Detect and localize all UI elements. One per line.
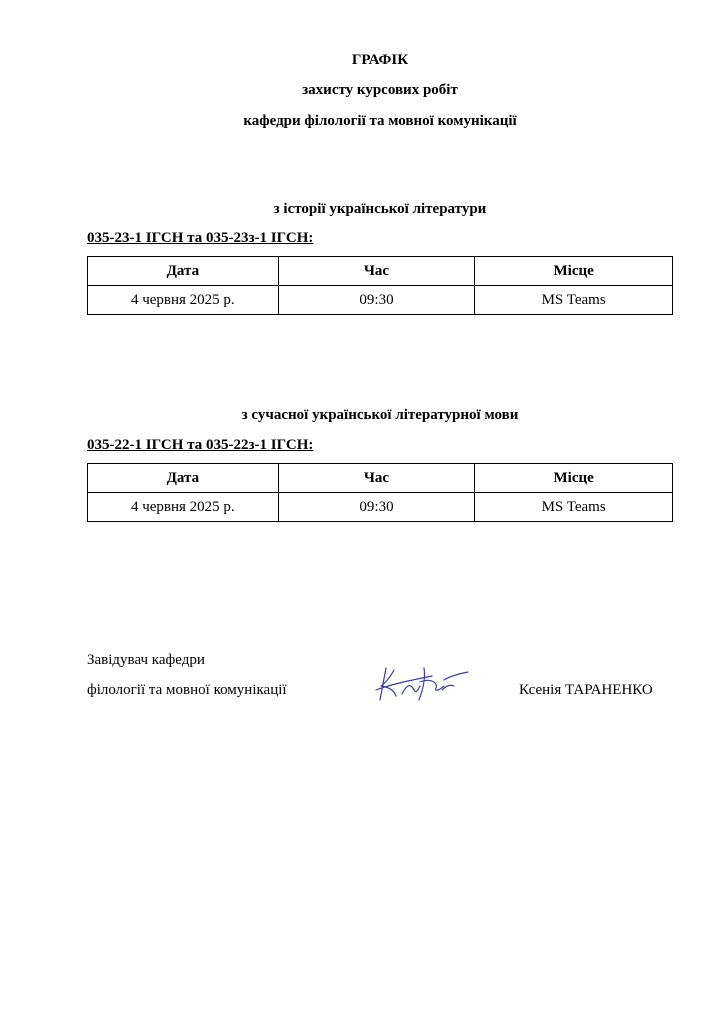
table-row — [88, 493, 673, 522]
column-header-date: Дата — [88, 257, 279, 286]
table-header-row — [88, 464, 673, 493]
column-header-time: Час — [278, 257, 475, 286]
schedule-table — [87, 463, 673, 522]
cell-place: MS Teams — [475, 493, 673, 522]
table-row — [88, 286, 673, 315]
handwritten-signature-icon — [372, 660, 472, 705]
cell-time: 09:30 — [278, 286, 475, 315]
schedule-table — [87, 256, 673, 315]
department-name: кафедри філології та мовної комунікації — [243, 113, 517, 129]
subject-heading: з історії української літератури — [273, 201, 487, 217]
group-codes: 035-22-1 ІГСН та 035-22з-1 ІГСН: — [87, 437, 314, 453]
cell-date: 4 червня 2025 р. — [88, 286, 279, 315]
cell-date: 4 червня 2025 р. — [88, 493, 279, 522]
column-header-time: Час — [278, 464, 475, 493]
cell-place: MS Teams — [475, 286, 673, 315]
column-header-place: Місце — [475, 257, 673, 286]
table-header-row — [88, 257, 673, 286]
column-header-date: Дата — [88, 464, 279, 493]
signatory-position-department: філології та мовної комунікації — [87, 682, 287, 698]
cell-time: 09:30 — [278, 493, 475, 522]
column-header-place: Місце — [475, 464, 673, 493]
signatory-position: Завідувач кафедри — [87, 652, 205, 668]
document-subtitle: захисту курсових робіт — [302, 82, 458, 98]
subject-heading: з сучасної української літературної мови — [241, 407, 519, 423]
document-title: ГРАФІК — [351, 52, 409, 68]
signatory-name: Ксенія ТАРАНЕНКО — [519, 682, 653, 698]
group-codes: 035-23-1 ІГСН та 035-23з-1 ІГСН: — [87, 230, 314, 246]
